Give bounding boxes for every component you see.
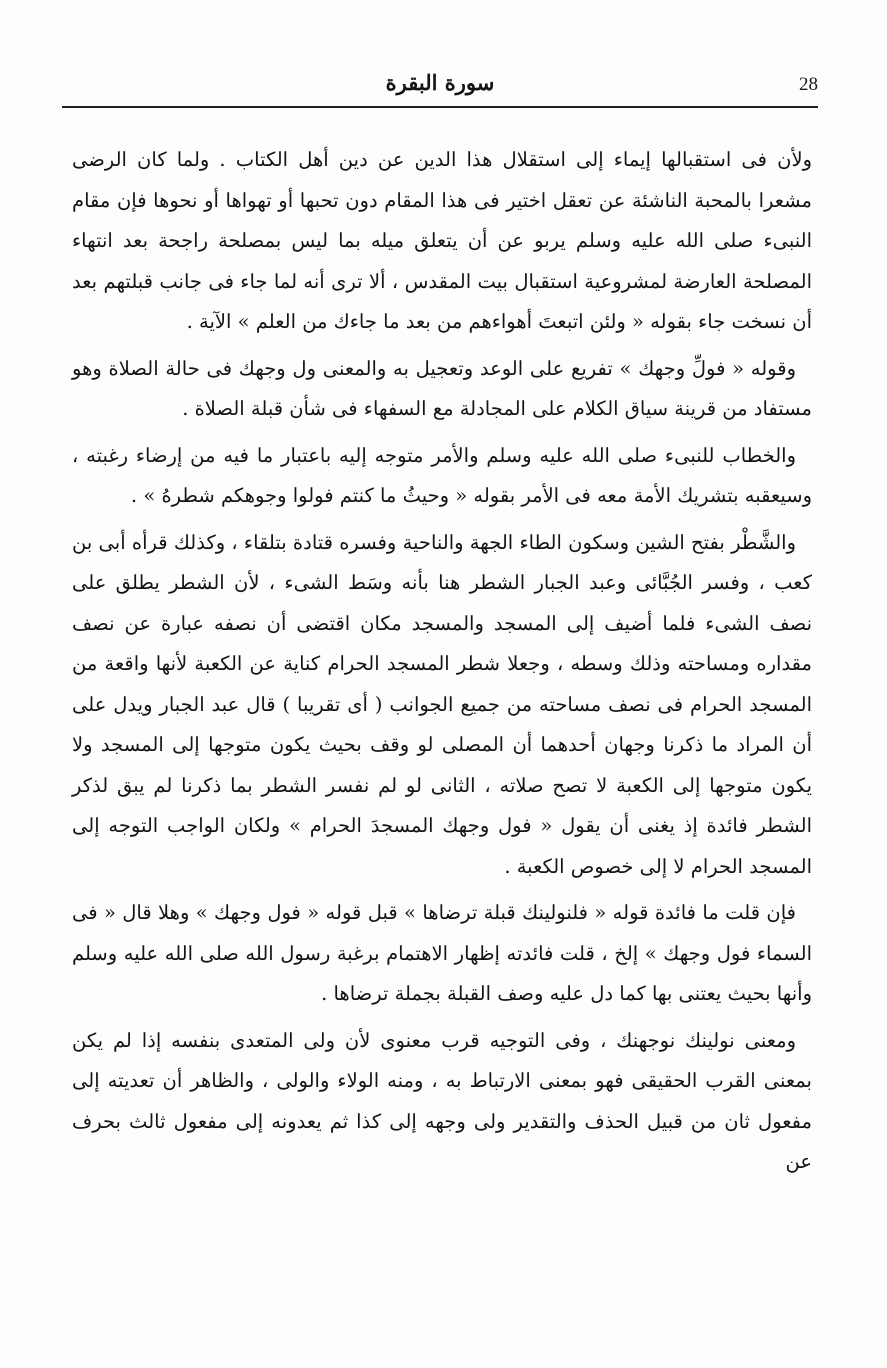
paragraph: فإن قلت ما فائدة قوله « فلنولينك قبلة ترضاها » قبل قوله « فول وجهك » وهلا قال « فى السماء فول وجهك » إلخ ، قلت فائدته إظهار الاهتمام برغبة رسول الله صلى الله عليه وسلم وأنها بحيث يعتنى بها كما دل عليه وصف القبلة بجملة ترضاها . [72, 901, 812, 1005]
paragraph: والخطاب للنبىء صلى الله عليه وسلم والأمر متوجه إليه باعتبار ما فيه من إرضاء رغبته ، وسيعقبه بتشريك الأمة معه فى الأمر بقوله « وحيثُ ما كنتم فولوا وجوهكم شطرهُ » . [72, 443, 812, 507]
paragraph: وقوله « فولِّ وجهك » تفريع على الوعد وتعجيل به والمعنى ول وجهك فى حالة الصلاة وهو مستفاد من قرينة سياق الكلام على المجادلة مع السفهاء فى شأن قبلة الصلاة . [72, 356, 812, 420]
running-title: سورة البقرة [385, 70, 495, 95]
page-body [72, 140, 812, 1189]
paragraph: ومعنى نولينك نوجهنك ، وفى التوجيه قرب معنوى لأن ولى المتعدى بنفسه إذا لم يكن بمعنى القرب الحقيقى فهو بمعنى الارتباط به ، ومنه الولاء والولى ، والظاهر أن تعديته إلى مفعول ثان من قبيل الحذف والتقدير ولى وجهه إلى كذا ثم يعدونه إلى مفعول ثالث بحرف عن [72, 1028, 812, 1173]
header-rule [62, 106, 818, 108]
paragraph: والشَّطْر بفتح الشين وسكون الطاء الجهة والناحية وفسره قتادة بتلقاء ، وكذلك قرأه أبى بن كعب ، وفسر الجُبَّائى وعبد الجبار الشطر هنا بأنه وسَط الشىء ، لأن الشطر يطلق على نصف الشىء فلما أضيف إلى المسجد والمسجد مكان اقتضى أن نصفه عبارة عن نصف مقداره ومساحته وذلك وسطه ، وجعلا شطر المسجد الحرام كناية عن الكعبة لأنها واقعة من المسجد الحرام فى نصف مساحته من جميع الجوانب ( أى تقريبا ) قال عبد الجبار ويدل على أن المراد ما ذكرنا وجهان أحدهما أن المصلى لو وقف بحيث يكون متوجها إلى المسجد ولا يكون متوجها إلى الكعبة لا تصح صلاته ، الثانى لو لم نفسر الشطر بما ذكرنا لم يبق لذكر الشطر فائدة إذ يغنى أن يقول « فول وجهك المسجدَ الحرام » ولكان الواجب التوجه إلى المسجد الحرام لا إلى خصوص الكعبة . [72, 530, 812, 878]
paragraph: ولأن فى استقبالها إيماء إلى استقلال هذا الدين عن دين أهل الكتاب . ولما كان الرضى مشعرا بالمحبة الناشئة عن تعقل اختير فى هذا المقام دون تحبها أو تهواها أو نحوها فإن مقام النبىء صلى الله عليه وسلم يربو عن أن يتعلق ميله بما ليس بمصلحة راجحة بعد انتهاء المصلحة العارضة لمشروعية استقبال بيت المقدس ، ألا ترى أنه لما جاء فى جانب قبلتهم بعد أن نسخت جاء بقوله « ولئن اتبعتَ أهواءهم من بعد ما جاءك من العلم » الآية . [72, 148, 812, 333]
page-header [62, 66, 818, 106]
page-number: 28 [799, 74, 818, 95]
